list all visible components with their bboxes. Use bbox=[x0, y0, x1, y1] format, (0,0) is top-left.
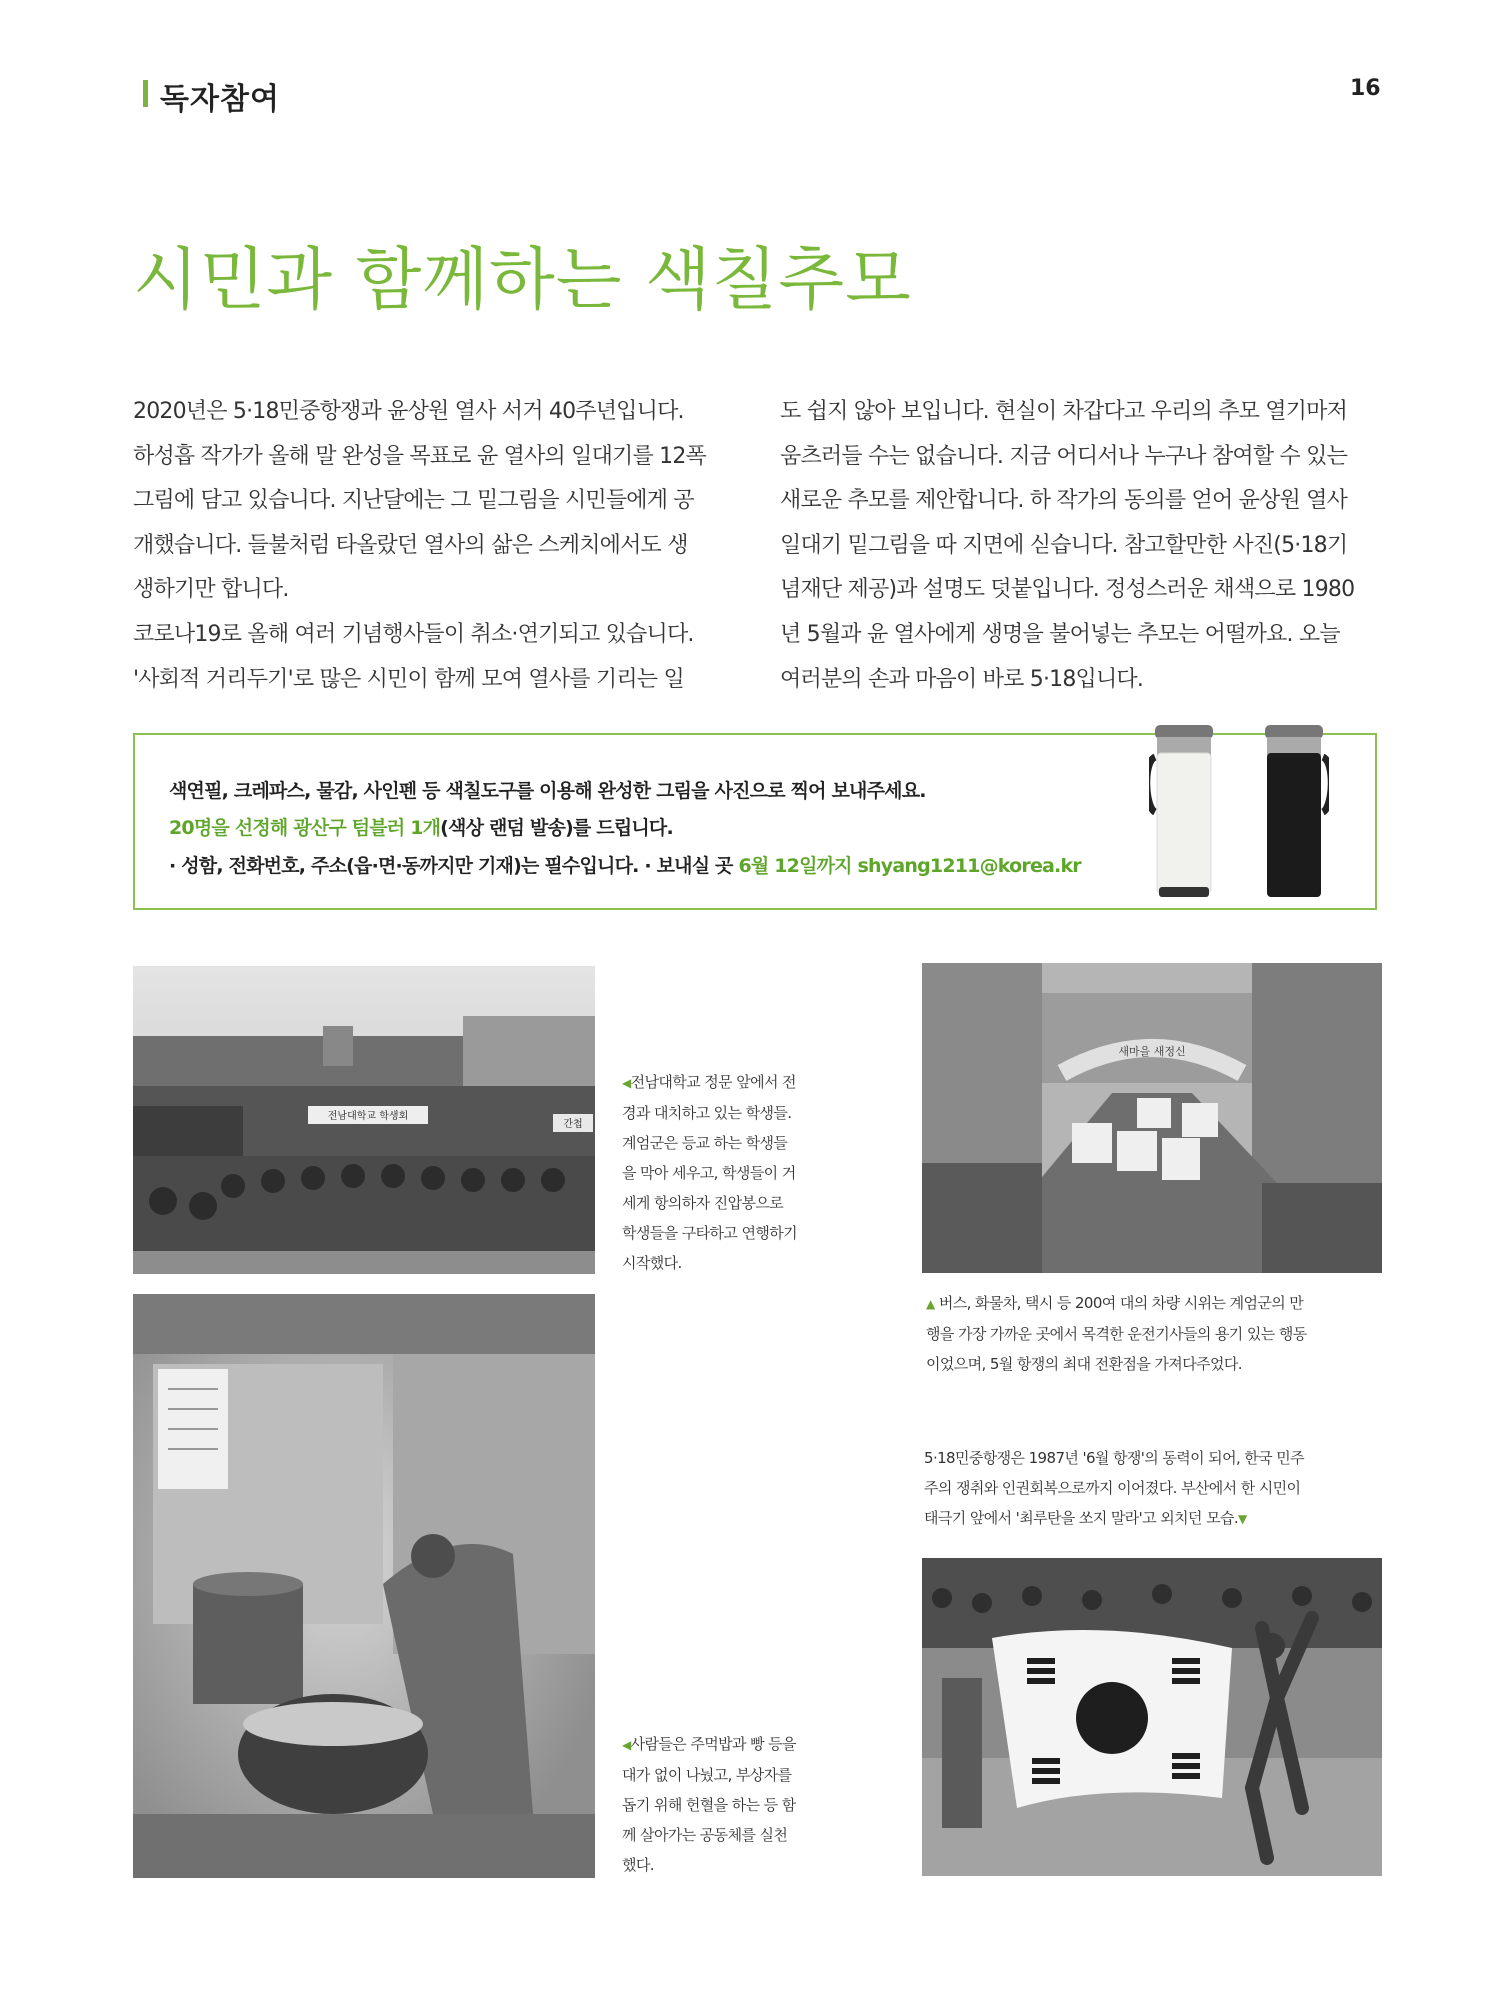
caption-line: 주의 쟁취와 인권회복으로까지 이어졌다. 부산에서 한 시민이 bbox=[924, 1479, 1301, 1497]
caption-line: 께 살아가는 공동체를 실천 bbox=[622, 1826, 788, 1844]
caption-arrow-up-icon: ▲ bbox=[926, 1297, 935, 1311]
page-number: 16 bbox=[1350, 76, 1381, 101]
tumbler-white-image bbox=[1149, 717, 1219, 903]
notice-deadline-email: 6월 12일까지 shyang1211@korea.kr bbox=[738, 855, 1081, 877]
caption-arrow-down-icon: ▼ bbox=[1238, 1512, 1247, 1526]
body-line: 념재단 제공)과 설명도 덧붙입니다. 정성스러운 채색으로 1980 bbox=[780, 577, 1355, 603]
caption-line: 사람들은 주먹밥과 빵 등을 bbox=[630, 1735, 796, 1753]
photo-vehicle-protest bbox=[922, 963, 1382, 1273]
caption-line: 5·18민중항쟁은 1987년 '6월 항쟁'의 동력이 되어, 한국 민주 bbox=[924, 1449, 1305, 1467]
body-line: 여러분의 손과 마음이 바로 5·18입니다. bbox=[780, 666, 1144, 692]
body-line: 움츠러들 수는 없습니다. 지금 어디서나 누구나 참여할 수 있는 bbox=[780, 443, 1348, 469]
body-column-right bbox=[780, 390, 1380, 702]
body-line: 도 쉽지 않아 보입니다. 현실이 차갑다고 우리의 추모 열기마저 bbox=[780, 399, 1348, 424]
photo-sign-arch: 새마을 새정신 bbox=[1118, 1045, 1186, 1058]
body-line: 2020년은 5·18민중항쟁과 윤상원 열사 서거 40주년입니다. bbox=[133, 399, 684, 424]
caption-line: 태극기 앞에서 '최루탄을 쏘지 말라'고 외치던 모습. bbox=[924, 1509, 1239, 1527]
body-line: 개했습니다. 들불처럼 타올랐던 열사의 삶은 스케치에서도 생 bbox=[133, 532, 688, 558]
body-line: 그림에 담고 있습니다. 지난달에는 그 밑그림을 시민들에게 공 bbox=[133, 488, 694, 514]
body-line: 년 5월과 윤 열사에게 생명을 불어넣는 추모는 어떨까요. 오늘 bbox=[780, 621, 1340, 647]
caption-line: 계엄군은 등교 하는 학생들 bbox=[622, 1134, 788, 1152]
tumbler-black-image bbox=[1259, 717, 1329, 903]
notice-box bbox=[133, 733, 1377, 910]
notice-requirements: · 성함, 전화번호, 주소(읍·면·동까지만 기재)는 필수입니다. · 보내실 곳 bbox=[169, 855, 739, 877]
body-line: 일대기 밑그림을 따 지면에 싣습니다. 참고할만한 사진(5·18기 bbox=[780, 532, 1348, 558]
caption-photo-4 bbox=[924, 1443, 1386, 1534]
notice-prize: 20명을 선정해 광산구 텀블러 1개 bbox=[169, 817, 441, 839]
photo-jeonnam-univ-gate bbox=[133, 966, 595, 1274]
section-marker bbox=[143, 80, 148, 107]
notice-line-1: 색연필, 크레파스, 물감, 사인펜 등 색칠도구를 이용해 완성한 그림을 사진으로 찍어 보내주세요. bbox=[169, 780, 926, 802]
caption-line: 대가 없이 나눴고, 부상자를 bbox=[622, 1766, 792, 1784]
body-line: 새로운 추모를 제안합니다. 하 작가의 동의를 얻어 윤상원 열사 bbox=[780, 488, 1348, 514]
notice-line-2 bbox=[169, 813, 673, 840]
caption-photo-2 bbox=[926, 1288, 1386, 1379]
notice-line-3 bbox=[169, 851, 1081, 878]
caption-arrow-left-icon: ◀ bbox=[622, 1738, 631, 1752]
article-title: 시민과 함께하는 색칠추모 bbox=[133, 241, 912, 320]
caption-line: 학생들을 구타하고 연행하기 bbox=[622, 1224, 798, 1242]
caption-line: 을 막아 세우고, 학생들이 거 bbox=[622, 1164, 796, 1182]
body-line: '사회적 거리두기'로 많은 시민이 함께 모여 열사를 기리는 일 bbox=[133, 666, 684, 692]
caption-line: 이었으며, 5월 항쟁의 최대 전환점을 가져다주었다. bbox=[926, 1355, 1242, 1373]
photo-taegukgi-protest bbox=[922, 1558, 1382, 1876]
body-line: 생하기만 합니다. bbox=[133, 577, 289, 603]
body-line: 하성흡 작가가 올해 말 완성을 목표로 윤 열사의 일대기를 12폭 bbox=[133, 443, 706, 469]
caption-arrow-left-icon: ◀ bbox=[622, 1076, 631, 1090]
caption-line: 했다. bbox=[622, 1856, 654, 1874]
photo-sign-banner: 전남대학교 학생회 bbox=[327, 1111, 409, 1122]
photo-sign-right: 간첩 bbox=[563, 1119, 583, 1130]
caption-photo-3 bbox=[622, 1729, 842, 1880]
caption-line: 세게 항의하자 진압봉으로 bbox=[622, 1194, 784, 1212]
body-column-left bbox=[133, 390, 733, 702]
caption-line: 행을 가장 가까운 곳에서 목격한 운전기사들의 용기 있는 행동 bbox=[926, 1325, 1307, 1343]
caption-line: 돕기 위해 헌혈을 하는 등 함 bbox=[622, 1796, 796, 1814]
caption-line: 전남대학교 정문 앞에서 전 bbox=[630, 1073, 796, 1091]
caption-line: 시작했다. bbox=[622, 1254, 682, 1272]
caption-line: 경과 대치하고 있는 학생들. bbox=[622, 1104, 792, 1122]
caption-line: 버스, 화물차, 택시 등 200여 대의 차량 시위는 계엄군의 만 bbox=[938, 1294, 1304, 1312]
body-line: 코로나19로 올해 여러 기념행사들이 취소·연기되고 있습니다. bbox=[133, 621, 694, 647]
notice-prize-note: (색상 랜덤 발송)를 드립니다. bbox=[440, 817, 673, 839]
caption-photo-1 bbox=[622, 1067, 842, 1278]
section-title: 독자참여 bbox=[160, 82, 280, 117]
photo-sharing-food bbox=[133, 1294, 595, 1878]
